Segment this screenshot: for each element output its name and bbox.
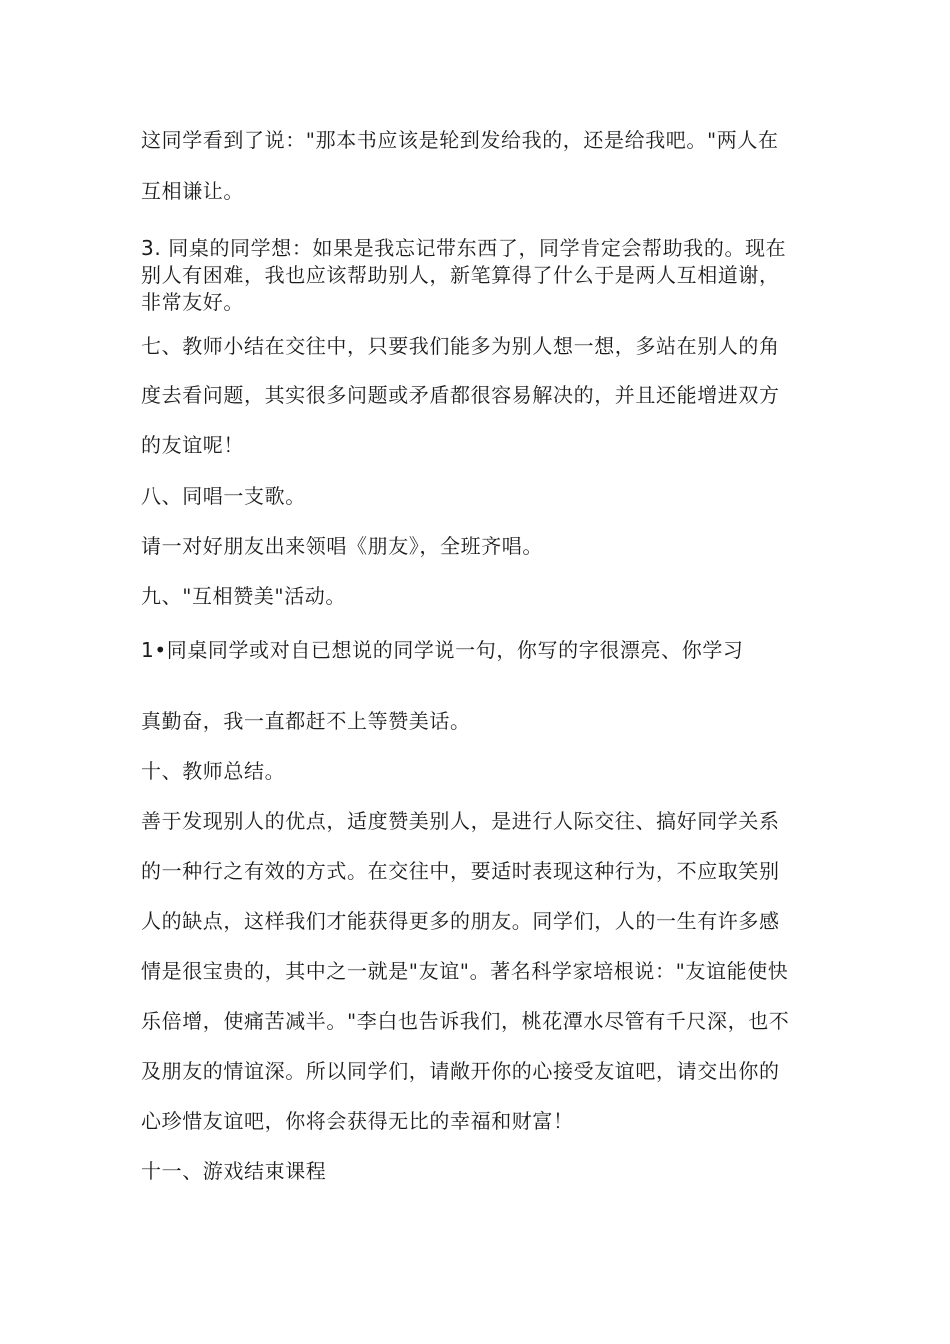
section-7-line: 的友谊呢！: [141, 433, 244, 457]
section-10-line: 乐倍增，使痛苦减半。"李白也告诉我们，桃花潭水尽管有千尺深，也不: [141, 1009, 790, 1033]
list-item-3-line: 别人有困难，我也应该帮助别人，新笔算得了什么于是两人互相道谢，: [141, 263, 780, 287]
list-item-3-line: 非常友好。: [141, 290, 244, 314]
section-11-heading: 十一、游戏结束课程: [141, 1159, 327, 1183]
paragraph-line: 互相谦让。: [141, 179, 244, 203]
section-10-line: 人的缺点，这样我们才能获得更多的朋友。同学们，人的一生有许多感: [141, 909, 780, 933]
list-item-3-line: 3. 同桌的同学想：如果是我忘记带东西了，同学肯定会帮助我的。现在: [141, 236, 787, 260]
section-10-heading: 十、教师总结。: [141, 759, 286, 783]
section-10-line: 善于发现别人的优点，适度赞美别人，是进行人际交往、搞好同学关系: [141, 809, 780, 833]
section-10-line: 的一种行之有效的方式。在交往中，要适时表现这种行为，不应取笑别: [141, 859, 780, 883]
section-9-item-line: 真勤奋，我一直都赶不上等赞美话。: [141, 709, 471, 733]
section-7-line: 七、教师小结在交往中，只要我们能多为别人想一想，多站在别人的角: [141, 334, 780, 358]
section-7-line: 度去看问题，其实很多问题或矛盾都很容易解决的，并且还能增进双方: [141, 383, 780, 407]
paragraph-line: 这同学看到了说："那本书应该是轮到发给我的，还是给我吧。"两人在: [141, 128, 779, 152]
section-9-heading: 九、"互相赞美"活动。: [141, 584, 346, 608]
section-8-line: 请一对好朋友出来领唱《朋友》，全班齐唱。: [141, 534, 543, 558]
section-8-heading: 八、同唱一支歌。: [141, 484, 306, 508]
section-10-line: 心珍惜友谊吧，你将会获得无比的幸福和财富！: [141, 1109, 574, 1133]
section-9-item-line: 1•同桌同学或对自已想说的同学说一句，你写的字很漂亮、你学习: [141, 638, 744, 662]
section-10-line: 情是很宝贵的，其中之一就是"友谊"。著名科学家培根说："友谊能使快: [141, 959, 789, 983]
section-10-line: 及朋友的情谊深。所以同学们，请敞开你的心接受友谊吧，请交出你的: [141, 1059, 780, 1083]
